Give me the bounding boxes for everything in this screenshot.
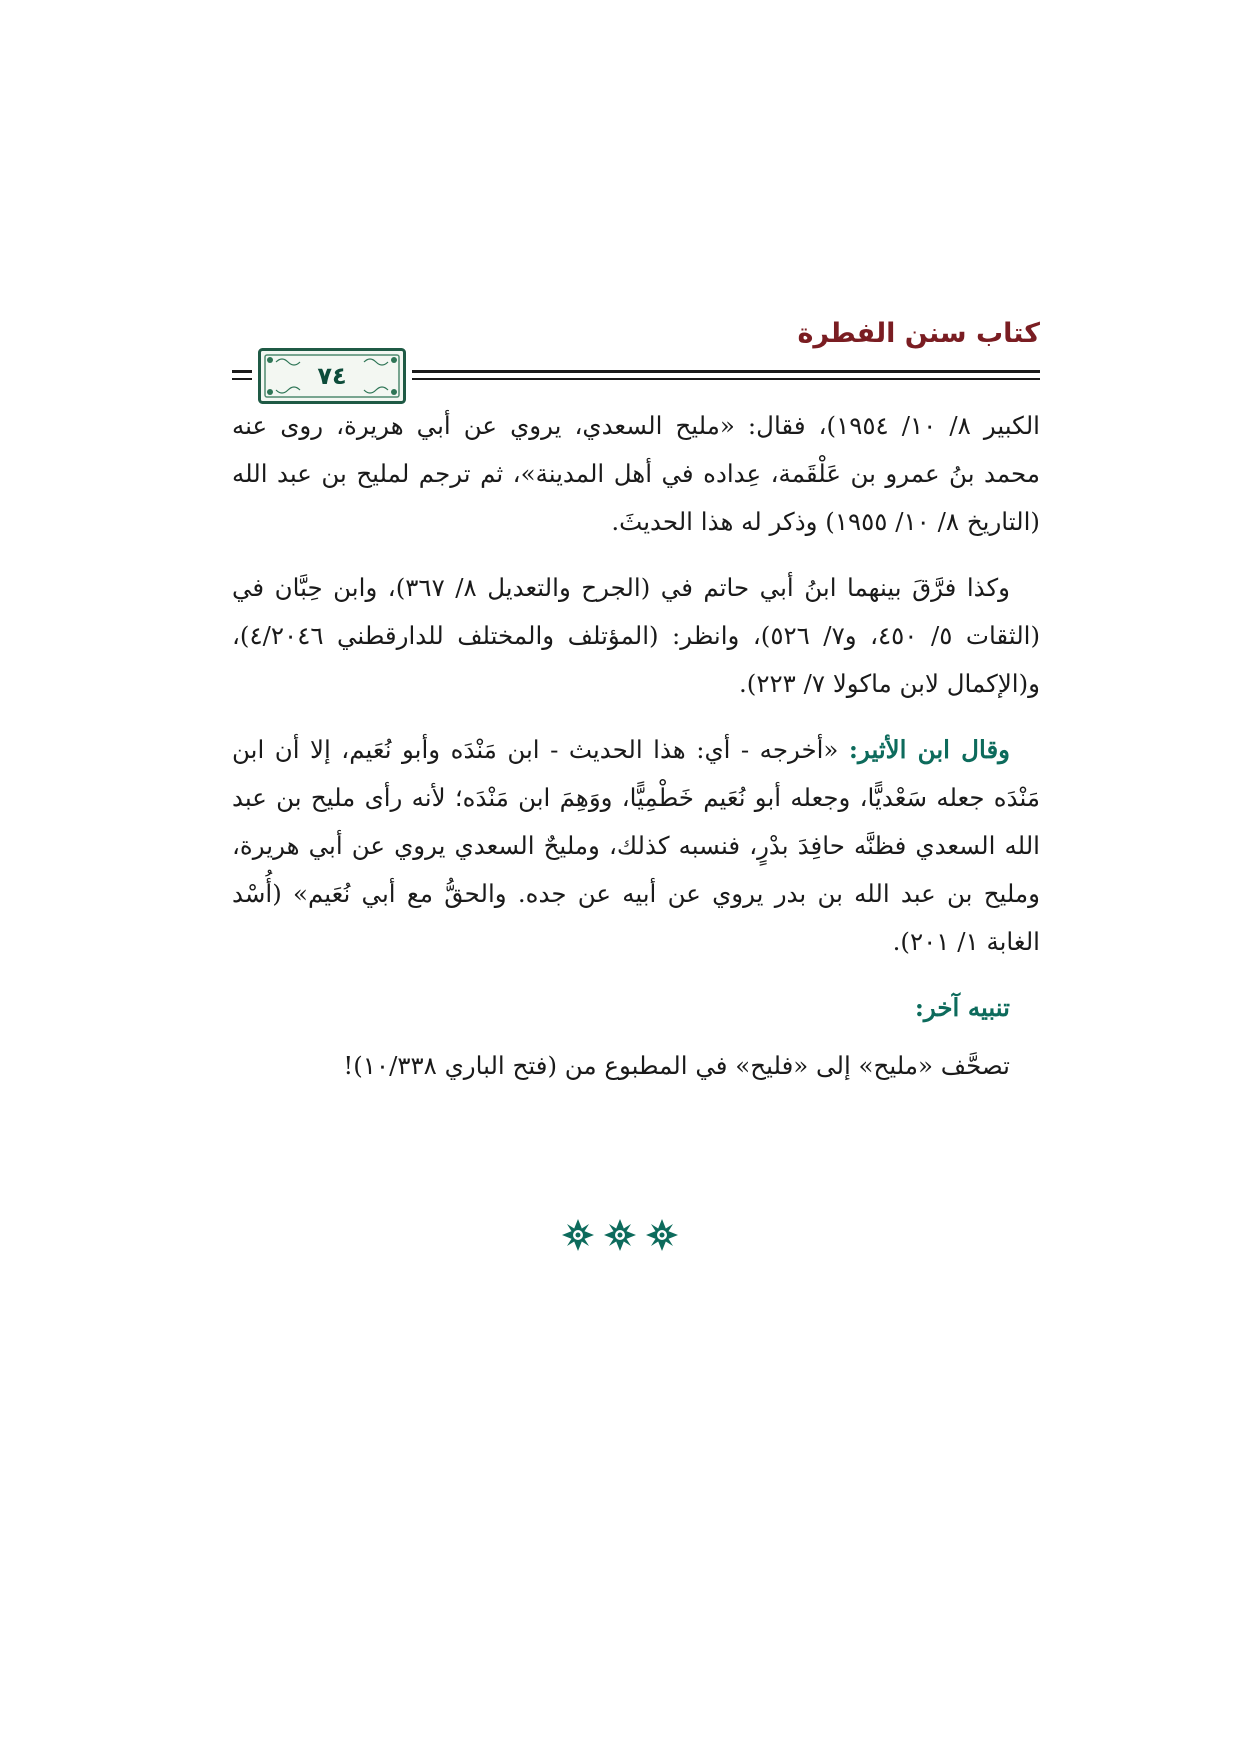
floral-ornament-icon [645,1218,679,1252]
section-end-ornaments [0,1218,1240,1258]
page-header [232,318,1040,388]
header-rule-left-thin [232,378,252,380]
page-number: ٧٤ [317,362,347,390]
note-text: تصحَّف «مليح» إلى «فليح» في المطبوع من (فتح الباري ١٠/٣٣٨)! [343,1051,1010,1080]
page-number-badge [258,348,406,404]
header-rule-left-thick [232,370,252,373]
header-rule-thick [412,370,1040,373]
floral-ornament-icon [603,1218,637,1252]
book-title: كتاب سنن الفطرة [797,318,1040,349]
header-rule-thin [412,378,1040,380]
paragraph-3-lead: وقال ابن الأثير: [848,735,1010,764]
paragraph-1: الكبير ٨/ ١٠/ ١٩٥٤)، فقال: «مليح السعدي، يروي عن أبي هريرة، روى عنه محمد بنُ عمرو بن عَلْقَمة، عِداده في أهل المدينة»، ثم ترجم لمليح بن عبد الله (التاريخ ٨/ ١٠/ ١٩٥٥) وذكر له هذا الحديثَ. [232,411,1040,536]
paragraph-2: وكذا فرَّقَ بينهما ابنُ أبي حاتم في (الجرح والتعديل ٨/ ٣٦٧)، وابن حِبَّان في (الثقات ٥/ ٤٥٠، و٧/ ٥٢٦)، وانظر: (المؤتلف والمختلف للدارقطني ٤/٢٠٤٦)، و(الإكمال لابن ماكولا ٧/ ٢٢٣). [232,573,1041,698]
floral-ornament-icon [561,1218,595,1252]
paragraph-3 [232,726,1040,966]
paragraph-3-text: «أخرجه - أي: هذا الحديث - ابن مَنْدَه وأبو نُعَيم، إلا أن ابن مَنْدَه جعله سَعْديًّا، وجعله أبو نُعَيم خَطْمِيًّا، ووَهِمَ ابن مَنْدَه؛ لأنه رأى مليح بن عبد الله السعدي فظنَّه حافِدَ بدْرٍ، فنسبه كذلك، ومليحٌ السعدي يروي عن أبي هريرة، ومليح بن عبد الله بن بدر يروي عن أبيه عن جده. والحقُّ مع أبي نُعَيم» (أُسْد الغابة ١/ ٢٠١). [232,735,1040,956]
note-heading: تنبيه آخر: [914,993,1010,1022]
page-content [232,402,1040,1108]
